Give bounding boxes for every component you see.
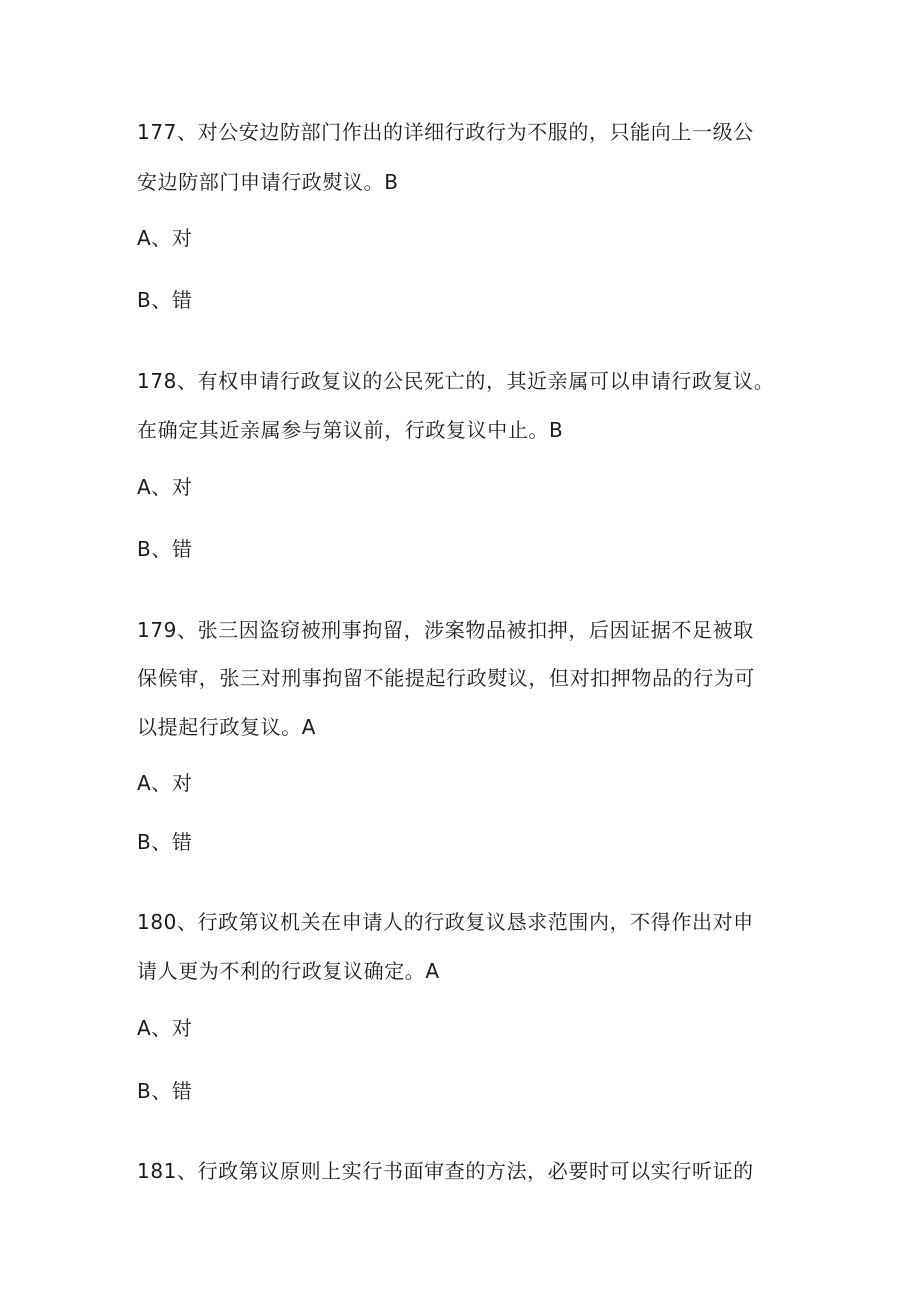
question-177-line-1: 177、对公安边防部门作出的详细行政行为不服的，只能向上一级公 — [137, 120, 754, 144]
question-180-option-a: A、对 — [137, 1016, 193, 1040]
question-179-line-3: 以提起行政复议。A — [137, 715, 317, 739]
question-178-option-a: A、对 — [137, 475, 193, 499]
question-178-line-2: 在确定其近亲属参与第议前，行政复议中止。B — [137, 418, 564, 442]
question-180-line-2: 请人更为不利的行政复议确定。A — [137, 959, 440, 983]
question-179-line-1: 179、张三因盗窃被刑事拘留，涉案物品被扣押，后因证据不足被取 — [137, 618, 754, 642]
question-179-option-b: B、错 — [137, 830, 193, 854]
question-179-option-a: A、对 — [137, 771, 193, 795]
question-181-line-1: 181、行政第议原则上实行书面审查的方法，必要时可以实行听证的 — [137, 1159, 754, 1183]
question-177-line-2: 安边防部门申请行政熨议。B — [137, 170, 399, 194]
question-179-line-2: 保候审，张三对刑事拘留不能提起行政熨议，但对扣押物品的行为可 — [137, 666, 755, 690]
question-178-option-b: B、错 — [137, 537, 193, 561]
question-177-option-a: A、对 — [137, 226, 193, 250]
question-178-line-1: 178、有权申请行政复议的公民死亡的，其近亲属可以申请行政复议。 — [137, 369, 775, 393]
question-180-line-1: 180、行政第议机关在申请人的行政复议恳求范围内，不得作出对申 — [137, 910, 754, 934]
question-180-option-b: B、错 — [137, 1079, 193, 1103]
question-177-option-b: B、错 — [137, 288, 193, 312]
